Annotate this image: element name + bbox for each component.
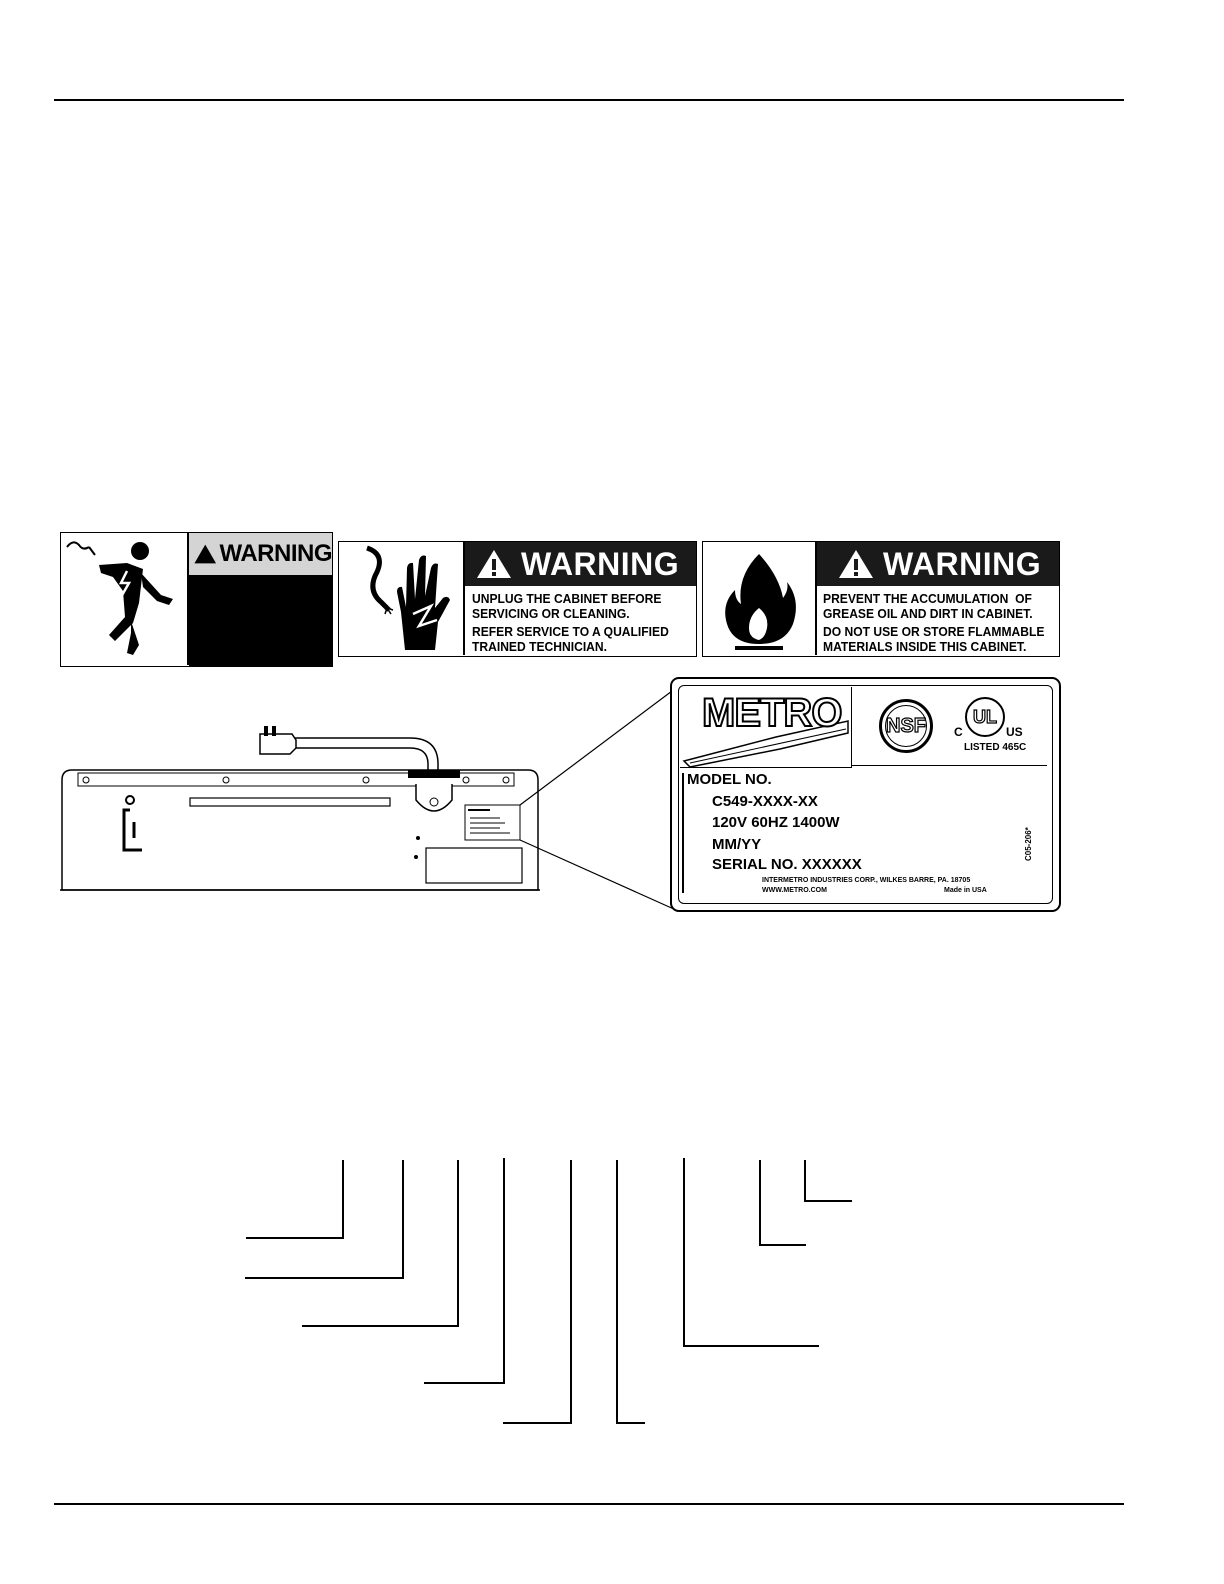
warning-label-fire — [702, 541, 1060, 657]
electrical-rating: 120V 60HZ 1400W — [712, 814, 840, 831]
warning-triangle-icon — [837, 548, 875, 580]
warning-label-unplug — [338, 541, 697, 657]
company-website: WWW.METRO.COM — [762, 887, 827, 894]
nameplate — [670, 677, 1061, 912]
power-plug — [260, 734, 296, 754]
ul-mark-icon — [965, 697, 1005, 737]
leader-line-8 — [760, 1160, 806, 1245]
company-address: INTERMETRO INDUSTRIES CORP., WILKES BARRE, PA. 18705 — [762, 877, 971, 884]
leader-line-7 — [684, 1158, 819, 1346]
ul-text: UL — [973, 706, 997, 727]
leader-line-9 — [805, 1160, 852, 1201]
leader-line-4 — [424, 1158, 504, 1383]
ul-c-text: C — [954, 725, 963, 739]
leader-line-5 — [503, 1160, 571, 1423]
leader-line-3 — [302, 1160, 458, 1326]
warning-black-area — [189, 575, 332, 666]
warning-text-1: UNPLUG THE CABINET BEFORE SERVICING OR CLEANING. — [472, 591, 662, 621]
electric-shock-person-icon — [61, 533, 187, 665]
warning-text-2: REFER SERVICE TO A QUALIFIED TRAINED TECHNICIAN. — [472, 624, 669, 654]
warning-title: WARNING — [219, 540, 332, 567]
serial-number: SERIAL NO. XXXXXX — [712, 856, 862, 873]
warning-title: WARNING — [883, 545, 1042, 582]
brand-box — [680, 687, 852, 768]
warning-banner — [817, 542, 1059, 586]
warning-banner — [465, 542, 696, 586]
bottom-rule — [54, 1503, 1124, 1505]
warning-text-1: PREVENT THE ACCUMULATION OF GREASE OIL AND DIRT IN CABINET. — [823, 591, 1033, 621]
ul-us-text: US — [1006, 725, 1023, 739]
part-code: C05-206* — [1024, 827, 1033, 861]
leader-line-6 — [617, 1160, 645, 1423]
model-label: MODEL NO. — [687, 771, 772, 788]
leader-line-1 — [246, 1160, 343, 1238]
model-value: C549-XXXX-XX — [712, 793, 818, 810]
nsf-text: NSF — [886, 714, 926, 737]
nsf-seal-icon — [879, 699, 933, 753]
warning-label-shock — [60, 532, 333, 667]
nameplate-text-bracket — [682, 773, 684, 893]
brand-logo: METRO — [702, 691, 842, 735]
cabinet-back-panel-drawing — [0, 660, 700, 920]
warning-triangle-icon — [475, 548, 513, 580]
hand-shock-icon — [339, 542, 463, 655]
warning-header-gray — [189, 533, 332, 575]
leader-line-2 — [245, 1160, 403, 1278]
flame-icon — [703, 542, 815, 655]
warning-title: WARNING — [521, 545, 680, 582]
ul-listed-text: LISTED 465C — [964, 742, 1027, 753]
model-number-leader-lines — [0, 1150, 1224, 1440]
top-rule — [54, 99, 1124, 101]
manufacture-date: MM/YY — [712, 836, 762, 853]
warning-triangle-icon — [193, 539, 218, 569]
warning-text-2: DO NOT USE OR STORE FLAMMABLE MATERIALS INSIDE THIS CABINET. — [823, 624, 1045, 654]
certifications-box — [852, 687, 1047, 766]
made-in-text: Made in USA — [944, 887, 987, 894]
